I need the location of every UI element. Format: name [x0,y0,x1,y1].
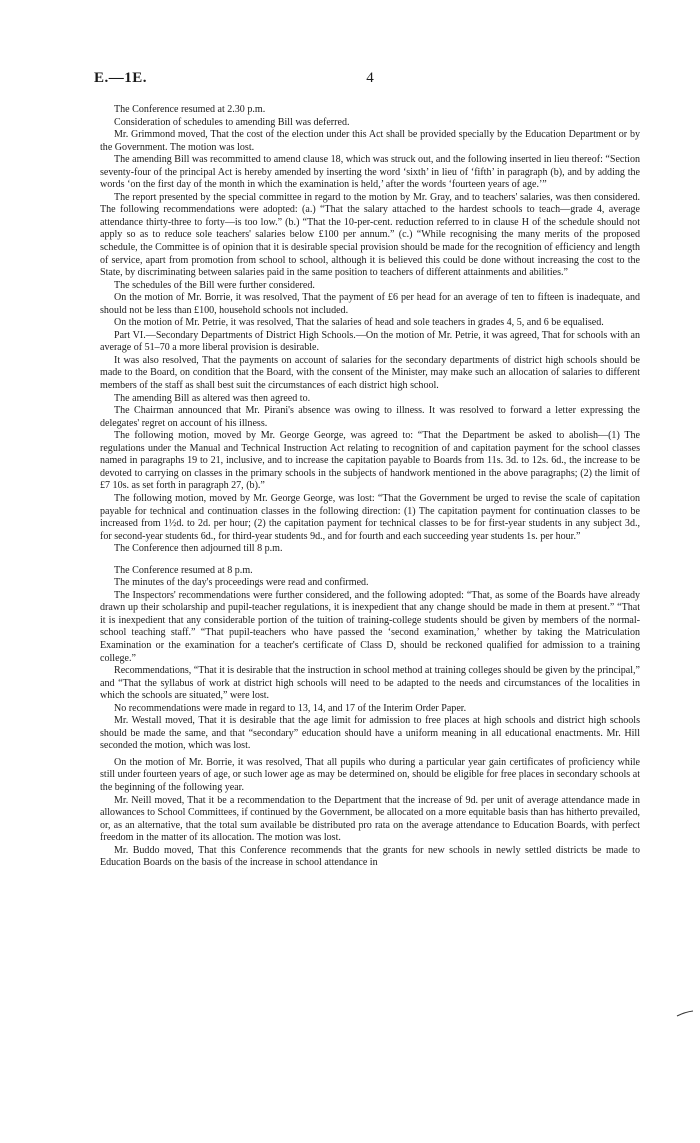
paragraph: The minutes of the day's proceedings were read and confirmed. [114,577,369,589]
paragraph: The following motion, moved by Mr. George George, was lost: “That the Government be urged to revise the scale of capitation payable for technical and continuation classes in the following direction: (1) The capitation payment for continuation classes to be increased from 1½d. to 2d. per hour; (2) the capitation payment for technical classes to be for first-year students in any subject 3d., for second-year students 6d., for third-year students 9d., and for fourth and each succeeding year students 1s. per hour.” [100,492,640,542]
document-reference: E.—1E. [94,70,148,86]
paragraph: Mr. Westall moved, That it is desirable that the age limit for admission to free places at high schools and district high schools should be made the same, and that “secondary” education should have a uniform meaning in all educational enactments. Mr. Hill seconded the motion, which was lost. [100,715,640,752]
paragraph: The schedules of the Bill were further considered. [114,279,315,291]
body-text [100,104,640,870]
paragraph: On the motion of Mr. Borrie, it was resolved, That all pupils who during a particular year gain certificates of proficiency while still under fourteen years of age, or such lower age as may be determined on, should be eligible for free places in secondary schools at the beginning of the following year. [100,756,640,793]
paragraph: On the motion of Mr. Petrie, it was resolved, That the salaries of head and sole teachers in grades 4, 5, and 6 be equalised. [114,317,604,329]
paragraph: On the motion of Mr. Borrie, it was resolved, That the payment of £6 per head for an average of ten to fifteen is inadequate, and should not be less than £100, household schools not included. [100,292,640,316]
paragraph: Mr. Buddo moved, That this Conference recommends that the grants for new schools in newly settled districts be made to Education Boards on the basis of the increase in school attendance in [100,844,640,869]
paragraph: The Conference resumed at 2.30 p.m. [114,104,266,115]
paragraph: Mr. Neill moved, That it be a recommendation to the Department that the increase of 9d. per unit of average attendance made in allowances to School Committees, if continued by the Government, be allocated on a more equitable basis than has hitherto prevailed, or, as an alternative, that the total sum available be distributed pro rata on the average attendance to Education Boards, with perfect freedom in the matter of its allocation. The motion was lost. [100,794,640,844]
paragraph: The amending Bill was recommitted to amend clause 18, which was struck out, and the following inserted in lieu thereof: “Section seventy-four of the principal Act is hereby amended by inserting the word ‘sixth’ in lieu of ‘fifth’ in paragraph (b), and by adding the words ‘on the first day of the month in which the examination is held,’ after the words ‘fourteen years of age.’” [100,154,640,191]
paragraph: It was also resolved, That the payments on account of salaries for the secondary departments of district high schools should be made to the Board, on condition that the Board, with the consent of the Minister, may make such an allocation of salaries to different members of the staff as shall best suit the circumstances of each district high school. [100,354,640,392]
paragraph: The amending Bill as altered was then agreed to. [114,392,311,404]
paragraph: The Chairman announced that Mr. Pirani's absence was owing to illness. It was resolved to forward a letter expressing the delegates' regret on account of his illness. [100,405,640,429]
paragraph: The Conference resumed at 8 p.m. [114,564,253,576]
paragraph: Part VI.—Secondary Departments of District High Schools.—On the motion of Mr. Petrie, it was agreed, That for schools with an average of 51–70 a more liberal provision is desirable. [100,329,640,354]
paragraph: Recommendations, “That it is desirable that the instruction in school method at training colleges should be given by the principal,” and “That the syllabus of work at district high schools will need to be adapted to the needs and circumstances of the localities in which the schools are situated,” were lost. [100,665,640,702]
paragraph: Consideration of schedules to amending Bill was deferred. [114,116,350,128]
margin-mark [676,1010,694,1018]
page-header [94,70,640,90]
paragraph: Mr. Grimmond moved, That the cost of the election under this Act shall be provided specially by the Education Department or by the Government. The motion was lost. [100,129,640,153]
paragraph: The following motion, moved by Mr. George George, was agreed to: “That the Department be asked to abolish—(1) The regulations under the Manual and Technical Instruction Act relating to recognition of and capitation payment for the school classes named in paragraphs 19 to 21, inclusive, and to increase the capitation payable to Boards from 11s. 3d. to 12s. 6d., the increase to be devoted to carrying on classes in the primary schools in the subjects of handwork mentioned in the above paragraphs; (2) the limit of £7 10s. as set forth in paragraph 27, (b).” [100,430,640,492]
paragraph: The Conference then adjourned till 8 p.m. [114,543,283,555]
page-number: 4 [366,70,374,86]
paragraph: The report presented by the special committee in regard to the motion by Mr. Gray, and to teachers' salaries, was then considered. The following recommendations were adopted: (a.) “That the salary attached to the hardest schools to teach—grade 4, average attendance thirty-three to forty—is too low.” (b.) “That the 10-per-cent. reduction referred to in clause H of the schedule should not apply so as to reduce sole teachers' salaries below £100 per annum.” (c.) “While recognising the many merits of the proposed schedule, the Committee is of opinion that it is desirable special provision should be made for the recognition of efficiency and length of service, apart from promotion from school to school, although it is believed this could be done without increasing the cost to the State, by discriminating between salaries paid in the same position to teachers of different attainments and abilities.” [100,191,640,279]
paragraph: No recommendations were made in regard to 13, 14, and 17 of the Interim Order Paper. [114,702,467,714]
paragraph: The Inspectors' recommendations were further considered, and the following adopted: “That, as some of the Boards have already drawn up their scholarship and pupil-teacher regulations, it is inexpedient that any change should be made in them at present.” “That it is inexpedient that any considerable portion of the tuition of training-college students should be given by members of the normal-school teaching staff.” “That pupil-teachers who have passed the ‘second examination,’ whether by taking the Matriculation Examination or the examination for a teacher's certificate of Class D, should be reckoned qualified for admission to a training college.” [100,589,640,664]
